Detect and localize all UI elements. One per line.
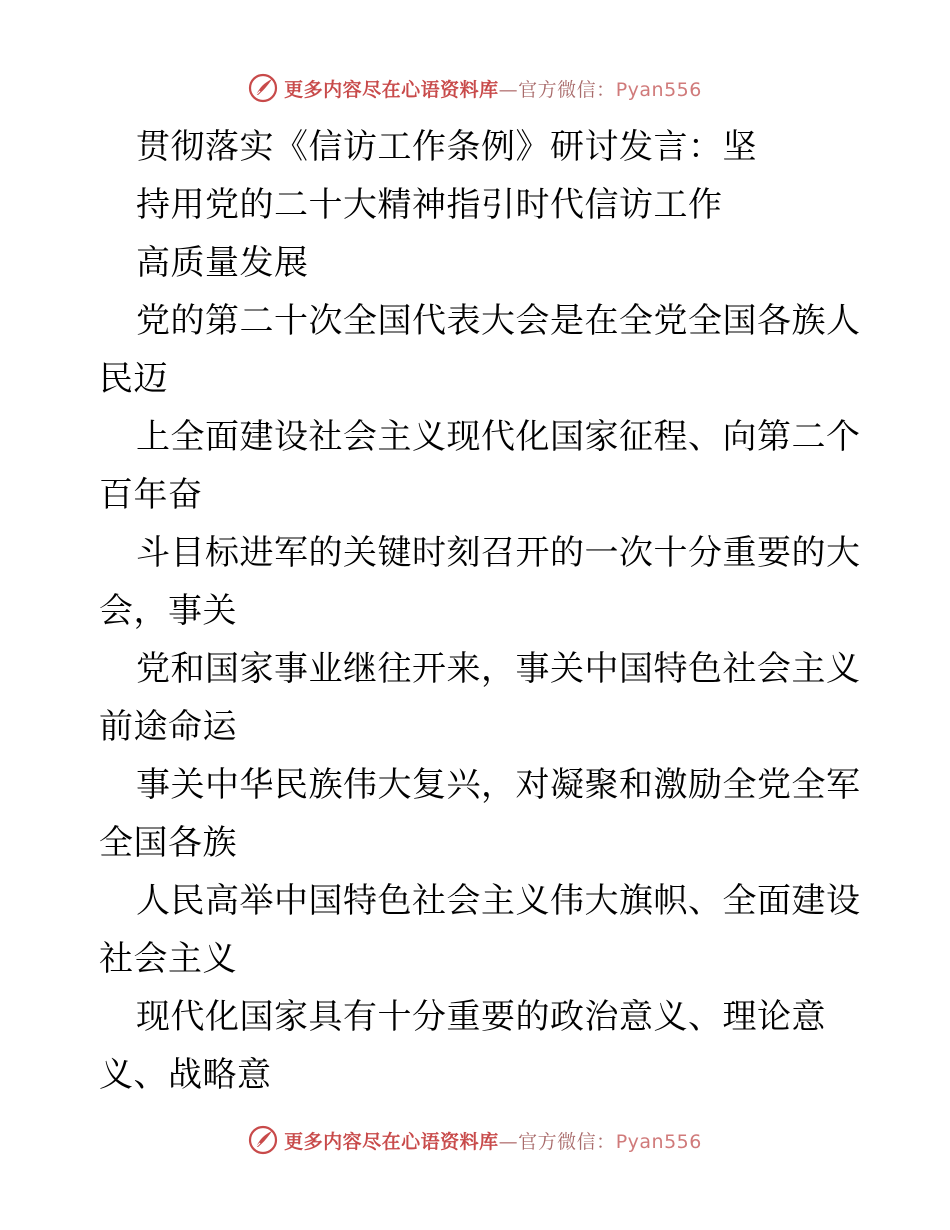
watermark-id: Pyan556: [615, 1130, 702, 1153]
paragraph-line: 前途命运: [99, 707, 237, 747]
watermark-id: Pyan556: [615, 78, 702, 101]
watermark-text: [284, 1127, 702, 1154]
paragraph-line: 全国各族: [99, 823, 237, 863]
watermark-brand: 更多内容尽在心语资料库: [284, 78, 499, 101]
title-line-2: 持用党的二十大精神指引时代信访工作: [136, 185, 723, 225]
watermark-header: [0, 68, 950, 108]
feather-pen-logo-icon: [248, 73, 278, 103]
watermark-label: 官方微信：: [518, 78, 616, 101]
paragraph-line: 民迈: [99, 359, 168, 399]
paragraph-line: 社会主义: [99, 939, 237, 979]
paragraph-line: 斗目标进军的关键时刻召开的一次十分重要的大: [136, 533, 861, 573]
paragraph-line: 上全面建设社会主义现代化国家征程、向第二个: [136, 417, 861, 457]
watermark-footer: [0, 1120, 950, 1160]
paragraph-line: 义、战略意: [99, 1055, 272, 1095]
paragraph-line: 现代化国家具有十分重要的政治意义、理论意: [136, 997, 826, 1037]
paragraph-line: 会，事关: [99, 591, 237, 631]
document-body: [99, 118, 859, 1104]
paragraph-line: 事关中华民族伟大复兴，对凝聚和激励全党全军: [136, 765, 861, 805]
watermark-separator: —: [498, 1130, 519, 1153]
watermark-brand: 更多内容尽在心语资料库: [284, 1130, 499, 1153]
feather-pen-logo-icon: [248, 1125, 278, 1155]
paragraph-line: 人民高举中国特色社会主义伟大旗帜、全面建设: [136, 881, 861, 921]
paragraph-line: 党的第二十次全国代表大会是在全党全国各族人: [136, 301, 861, 341]
watermark-label: 官方微信：: [518, 1130, 616, 1153]
watermark-separator: —: [498, 78, 519, 101]
title-line-3: 高质量发展: [136, 243, 309, 283]
paragraph-line: 党和国家事业继往开来，事关中国特色社会主义: [136, 649, 861, 689]
paragraph-line: 百年奋: [99, 475, 203, 515]
title-line-1: 贯彻落实《信访工作条例》研讨发言：坚: [136, 127, 757, 167]
watermark-text: [284, 75, 702, 102]
